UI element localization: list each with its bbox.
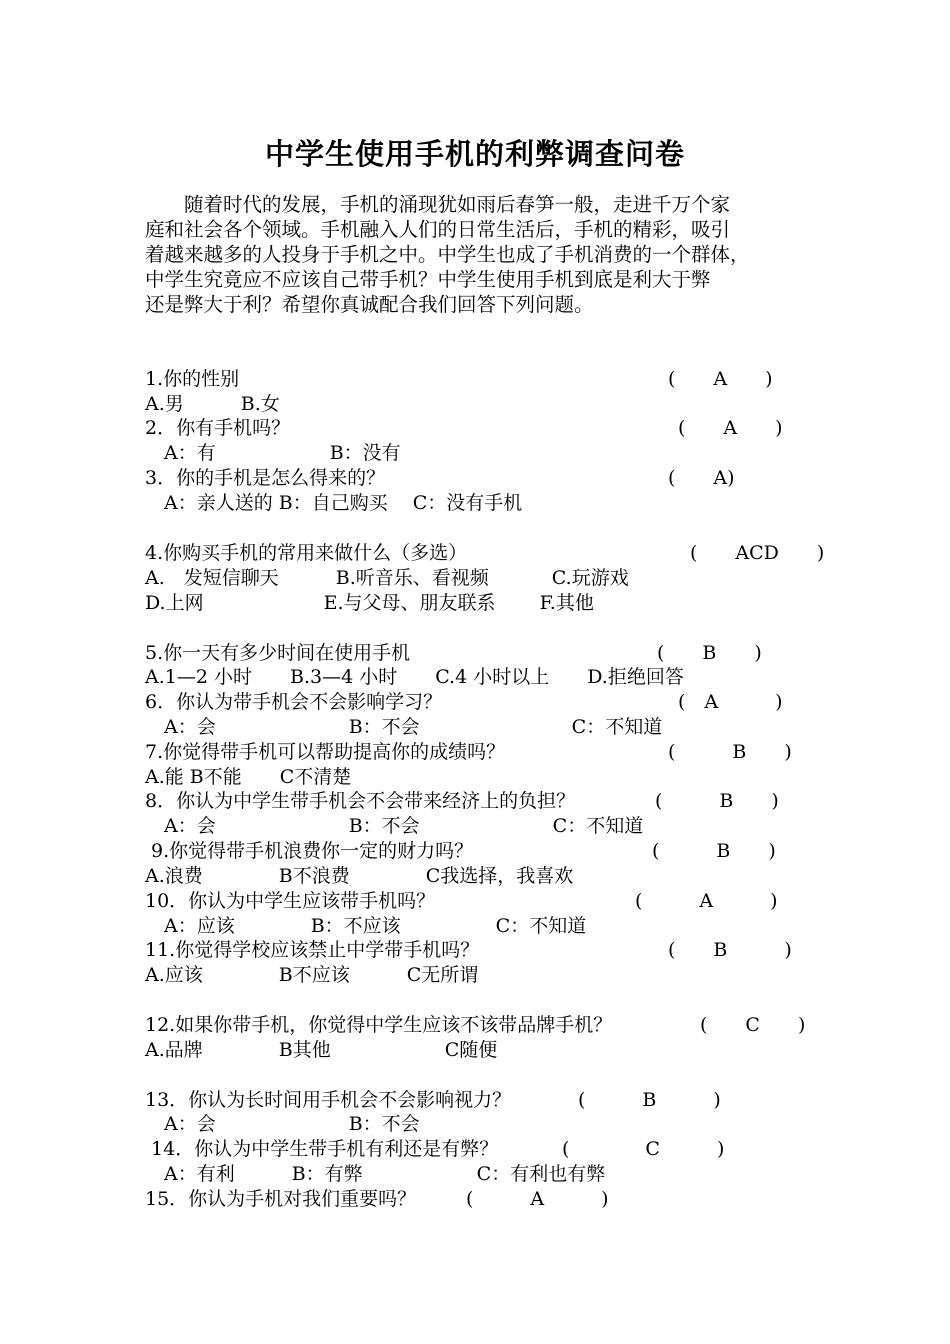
question-12-answer: ( C ) (700, 1014, 806, 1036)
question-7-answer: ( B ) (668, 741, 792, 763)
intro-line: 随着时代的发展，手机的涌现犹如雨后春笋一般，走进千万个家 (145, 193, 731, 216)
question-6-answer: ( A ) (678, 691, 783, 713)
question-8-text: 8．你认为中学生带手机会不会带来经济上的负担？ (145, 790, 576, 812)
intro-line: 庭和社会各个领域。手机融入人们的日常生活后，手机的精彩，吸引 (145, 218, 731, 241)
question-4-answer: ( ACD ) (690, 542, 825, 564)
question-13-options: A：会 B：不会 (145, 1113, 420, 1135)
question-1-answer: ( A ) (668, 368, 773, 390)
question-12-text: 12.如果你带手机，你觉得中学生应该不该带品牌手机？ (145, 1014, 613, 1036)
question-3-answer: ( A) (668, 467, 735, 489)
question-10-text: 10．你认为中学生应该带手机吗？ (145, 890, 436, 912)
question-7-options: A.能 B不能 C不清楚 (145, 766, 352, 788)
intro-line: 着越来越多的人投身于手机之中。中学生也成了手机消费的一个群体， (145, 243, 750, 266)
question-13-text: 13．你认为长时间用手机会不会影响视力？ (145, 1089, 512, 1111)
question-9-text: 9.你觉得带手机浪费你一定的财力吗？ (145, 840, 474, 862)
question-9-answer: ( B ) (652, 840, 776, 862)
question-8-options: A：会 B：不会 C：不知道 (145, 815, 644, 837)
question-10-options: A：应该 B：不应该 C：不知道 (145, 915, 587, 937)
question-5-options: A.1—2 小时 B.3—4 小时 C.4 小时以上 D.拒绝回答 (145, 666, 684, 688)
question-12-options: A.品牌 B其他 C随便 (145, 1039, 498, 1061)
question-7-text: 7.你觉得带手机可以帮助提高你的成绩吗？ (145, 741, 506, 763)
page-title: 中学生使用手机的利弊调查问卷 (264, 137, 685, 171)
question-4-options-row-1: A. 发短信聊天 B.听音乐、看视频 C.玩游戏 (145, 567, 629, 589)
question-14-options: A：有利 B：有弊 C：有利也有弊 (145, 1163, 606, 1185)
intro-paragraph (145, 192, 825, 317)
question-4-text: 4.你购买手机的常用来做什么（多选） (145, 542, 468, 564)
question-11-text: 11.你觉得学校应该禁止中学带手机吗？ (145, 939, 480, 961)
question-5-answer: ( B ) (657, 642, 762, 664)
question-14-answer: ( C ) (562, 1138, 725, 1160)
question-3-options: A：亲人送的 B：自己购买 C：没有手机 (145, 492, 523, 514)
question-6-options: A：会 B：不会 C：不知道 (145, 716, 663, 738)
intro-line: 还是弊大于利？希望你真诚配合我们回答下列问题。 (145, 293, 594, 316)
question-11-options: A.应该 B不应该 C无所谓 (145, 964, 479, 986)
question-4-options-row-2: D.上网 E.与父母、朋友联系 F.其他 (145, 592, 594, 614)
question-10-answer: ( A ) (635, 890, 778, 912)
question-1-options: A.男 B.女 (145, 393, 280, 415)
question-13-answer: ( B ) (578, 1089, 721, 1111)
question-9-options: A.浪费 B不浪费 C我选择，我喜欢 (145, 865, 574, 887)
question-2-text: 2．你有手机吗？ (145, 417, 291, 439)
question-15-text: 15．你认为手机对我们重要吗？ (145, 1188, 417, 1210)
question-2-options: A：有 B：没有 (145, 442, 401, 464)
question-2-answer: ( A ) (678, 417, 783, 439)
question-15-answer: ( A ) (466, 1188, 609, 1210)
question-8-answer: ( B ) (655, 790, 779, 812)
question-11-answer: ( B ) (668, 939, 792, 961)
question-6-text: 6．你认为带手机会不会影响学习？ (145, 691, 443, 713)
question-5-text: 5.你一天有多少时间在使用手机 (145, 642, 411, 664)
question-1-text: 1.你的性别 (145, 368, 240, 390)
question-14-text: 14．你认为中学生带手机有利还是有弊？ (145, 1138, 499, 1160)
question-3-text: 3．你的手机是怎么得来的？ (145, 467, 386, 489)
intro-line: 中学生究竟应不应该自己带手机？中学生使用手机到底是利大于弊 (145, 268, 711, 291)
